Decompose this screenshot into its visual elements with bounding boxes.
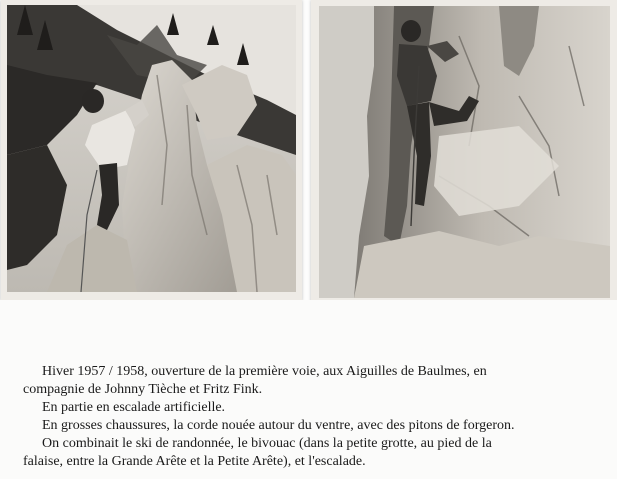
photo-right xyxy=(311,0,617,304)
caption-line: compagnie de Johnny Tièche et Fritz Fink. xyxy=(23,382,263,397)
caption-text xyxy=(23,363,608,471)
photo-left xyxy=(1,0,302,301)
caption-line: On combinait le ski de randonnée, le bivouac (dans la petite grotte, au pied de la xyxy=(42,436,492,451)
photo-left-image xyxy=(7,5,296,292)
caption-line: Hiver 1957 / 1958, ouverture de la première voie, aux Aiguilles de Baulmes, en xyxy=(42,364,487,379)
caption-area xyxy=(0,300,617,479)
photo-right-image xyxy=(319,6,610,298)
caption-line: falaise, entre la Grande Arête et la Petite Arête), et l'escalade. xyxy=(23,454,366,469)
caption-line: En grosses chaussures, la corde nouée autour du ventre, avec des pitons de forgeron. xyxy=(42,418,515,433)
caption-line: En partie en escalade artificielle. xyxy=(42,400,226,415)
